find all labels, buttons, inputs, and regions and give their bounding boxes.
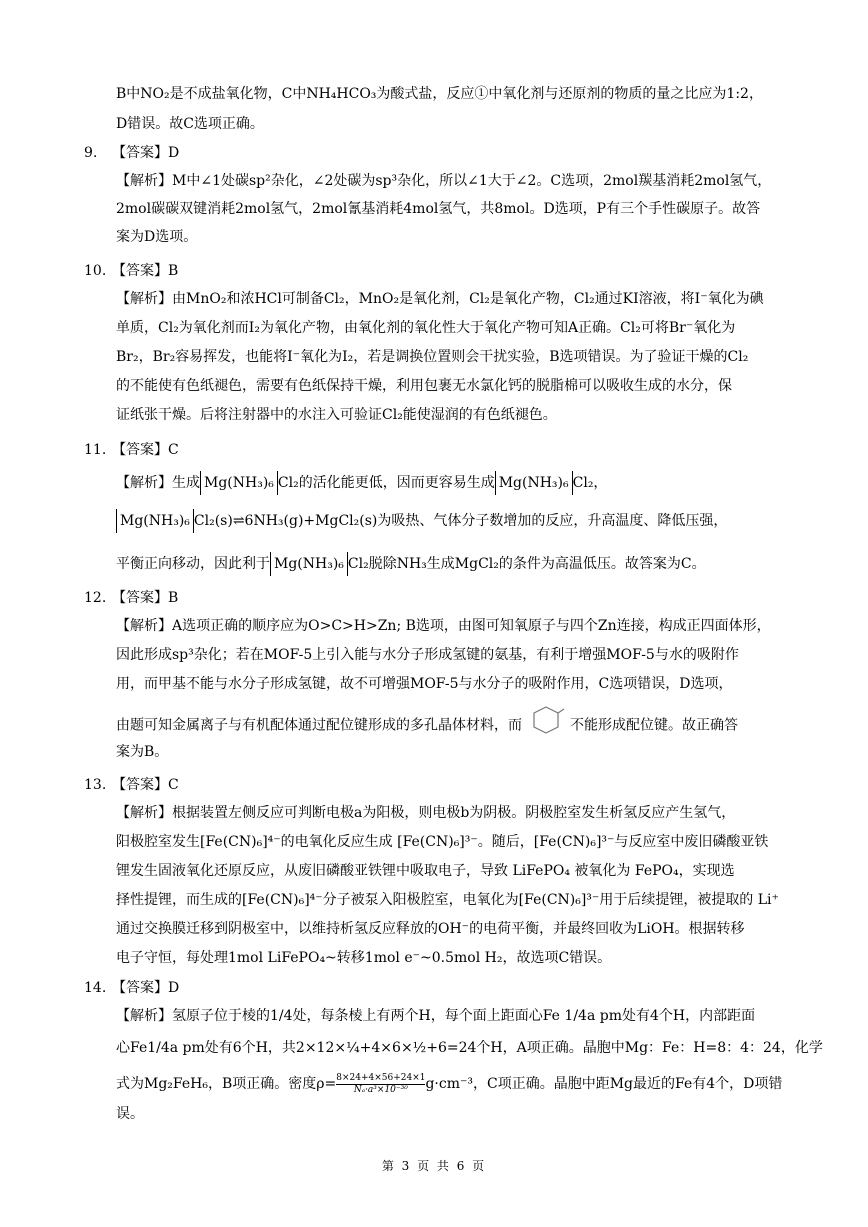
text-line: D错误。故C选项正确。 <box>116 116 264 132</box>
text-line: Br₂，Br₂容易挥发，也能将I⁻氧化为I₂，若是调换位置则会干扰实验，B选项错误。为了验证干燥的Cl₂ <box>116 349 749 365</box>
text-span: Cl₂脱除NH₃生成MgCl₂的条件为高温低压。故答案为C。 <box>347 556 706 572</box>
text-line: 案为B。 <box>116 744 169 760</box>
text-span: Cl₂的活化能更低，因而更容易生成 <box>277 475 495 491</box>
cyclohexane-icon <box>526 705 566 746</box>
answer-label: 【答案】C <box>112 777 179 793</box>
text-line <box>116 470 828 496</box>
answer-label: 【答案】B <box>112 263 179 279</box>
fraction-numerator: 8×24+4×56+24×1 <box>336 1072 426 1083</box>
text-line: 的不能使有色纸褪色，需要有色纸保持干燥，利用包裹无水氯化钙的脱脂棉可以吸收生成的水分，保 <box>116 378 732 394</box>
density-fraction <box>336 1073 425 1096</box>
fraction-denominator: Nₐ·a³×10⁻³⁰ <box>353 1084 408 1095</box>
question-12 <box>84 588 178 608</box>
complex-formula: Mg(NH₃)₆ <box>200 471 278 495</box>
text-line <box>116 508 828 534</box>
question-number: 10. <box>84 263 107 279</box>
complex-formula: Mg(NH₃)₆ <box>495 471 573 495</box>
text-line: 心Fe1/4a pm处有6个H，共2×12×¼+4×6×½+6=24个H，A项正确。晶胞中Mg：Fe：H=8：4：24，化学 <box>116 1040 823 1056</box>
answer-label: 【答案】B <box>112 590 179 606</box>
text-line: 通过交换膜迁移到阴极室中，以维持析氢反应释放的OH⁻的电荷平衡，并最终回收为LiOH。根据转移 <box>116 921 745 937</box>
complex-formula: Mg(NH₃)₆ <box>116 509 194 533</box>
question-number: 13. <box>84 777 107 793</box>
text-line: 择性提锂，而生成的[Fe(CN)₆]⁴⁻分子被泵入阳极腔室，电氧化为[Fe(CN)₆]³⁻用于后续提锂，被提取的 Li⁺ <box>116 892 779 908</box>
text-line: 误。 <box>116 1106 144 1122</box>
text-line: 阳极腔室发生[Fe(CN)₆]⁴⁻的电氧化反应生成 [Fe(CN)₆]³⁻。随后，[Fe(CN)₆]³⁻与反应室中废旧磷酸亚铁 <box>116 834 769 850</box>
text-line <box>116 551 828 577</box>
text-line: 【解析】M中∠1处碳sp²杂化，∠2处碳为sp³杂化，所以∠1大于∠2。C选项，2mol羰基消耗2mol氢气， <box>116 173 772 189</box>
question-11 <box>84 440 179 460</box>
answer-label: 【答案】D <box>112 145 180 161</box>
text-line: 2mol碳碳双键消耗2mol氢气，2mol氰基消耗4mol氢气，共8mol。D选项，P有三个手性碳原子。故答 <box>116 201 761 217</box>
text-line: 单质，Cl₂为氧化剂而I₂为氧化产物，由氧化剂的氧化性大于氧化产物可知A正确。Cl₂可将Br⁻氧化为 <box>116 320 736 336</box>
text-line: 【解析】由MnO₂和浓HCl可制备Cl₂，MnO₂是氧化剂，Cl₂是氧化产物，Cl₂通过KI溶液，将I⁻氧化为碘 <box>116 291 764 307</box>
text-line: 【解析】A选项正确的顺序应为O>C>H>Zn; B选项，由图可知氧原子与四个Zn连接，构成正四面体形， <box>116 618 771 634</box>
text-line: 【解析】氢原子位于棱的1/4处，每条棱上有两个H，每个面上距面心Fe 1/4a pm处有4个H，内部距面 <box>116 1008 756 1024</box>
question-number: 11. <box>84 442 107 458</box>
answer-label: 【答案】D <box>112 980 180 996</box>
text-line <box>116 1070 828 1098</box>
question-10 <box>84 261 178 281</box>
page-footer: 第 3 页 共 6 页 <box>381 1159 487 1173</box>
text-span: Cl₂， <box>572 475 608 491</box>
question-number: 9. <box>84 145 98 161</box>
complex-formula: Mg(NH₃)₆ <box>270 552 348 576</box>
text-span: g·cm⁻³，C项正确。晶胞中距Mg最近的Fe有4个，D项错 <box>425 1076 783 1092</box>
text-line: 证纸张干燥。后将注射器中的水注入可验证Cl₂能使湿润的有色纸褪色。 <box>116 407 557 423</box>
text-line: B中NO₂是不成盐氧化物，C中NH₄HCO₃为酸式盐，反应①中氧化剂与还原剂的物质的量之比应为1:2， <box>116 86 763 102</box>
text-line: 【解析】根据装置左侧反应可判断电极a为阳极，则电极b为阴极。阴极腔室发生析氢反应产生氢气， <box>116 805 736 821</box>
text-span: 不能形成配位键。故正确答 <box>570 717 738 734</box>
question-14 <box>84 978 179 998</box>
question-9 <box>84 143 179 163</box>
text-span: 式为Mg₂FeH₆，B项正确。密度ρ= <box>116 1076 337 1092</box>
answer-label: 【答案】C <box>112 442 179 458</box>
text-line: 用，而甲基不能与水分子形成氢键，故不可增强MOF-5与水分子的吸附作用，C选项错误，D选项， <box>116 676 733 692</box>
text-line: 因此形成sp³杂化；若在MOF-5上引入能与水分子形成氢键的氨基，有利于增强MOF-5与水的吸附作 <box>116 647 739 663</box>
text-span: 由题可知金属离子与有机配体通过配位键形成的多孔晶体材料，而 <box>116 717 522 734</box>
text-line: 电子守恒，每处理1mol LiFePO₄~转移1mol e⁻~0.5mol H₂，故选项C错误。 <box>116 950 612 966</box>
text-span: Cl₂(s)⇌6NH₃(g)+MgCl₂(s)为吸热、气体分子数增加的反应，升高温度、降低压强， <box>193 513 728 529</box>
text-line: 锂发生固液氧化还原反应，从废旧磷酸亚铁锂中吸取电子，导致 LiFePO₄ 被氧化为 FePO₄，实现选 <box>116 863 735 879</box>
question-number: 14. <box>84 980 107 996</box>
question-number: 12. <box>84 590 107 606</box>
text-span: 【解析】生成 <box>116 475 200 491</box>
text-span: 平衡正向移动，因此利于 <box>116 556 270 572</box>
text-line: 案为D选项。 <box>116 229 198 245</box>
text-line <box>116 705 828 735</box>
question-13 <box>84 775 179 795</box>
